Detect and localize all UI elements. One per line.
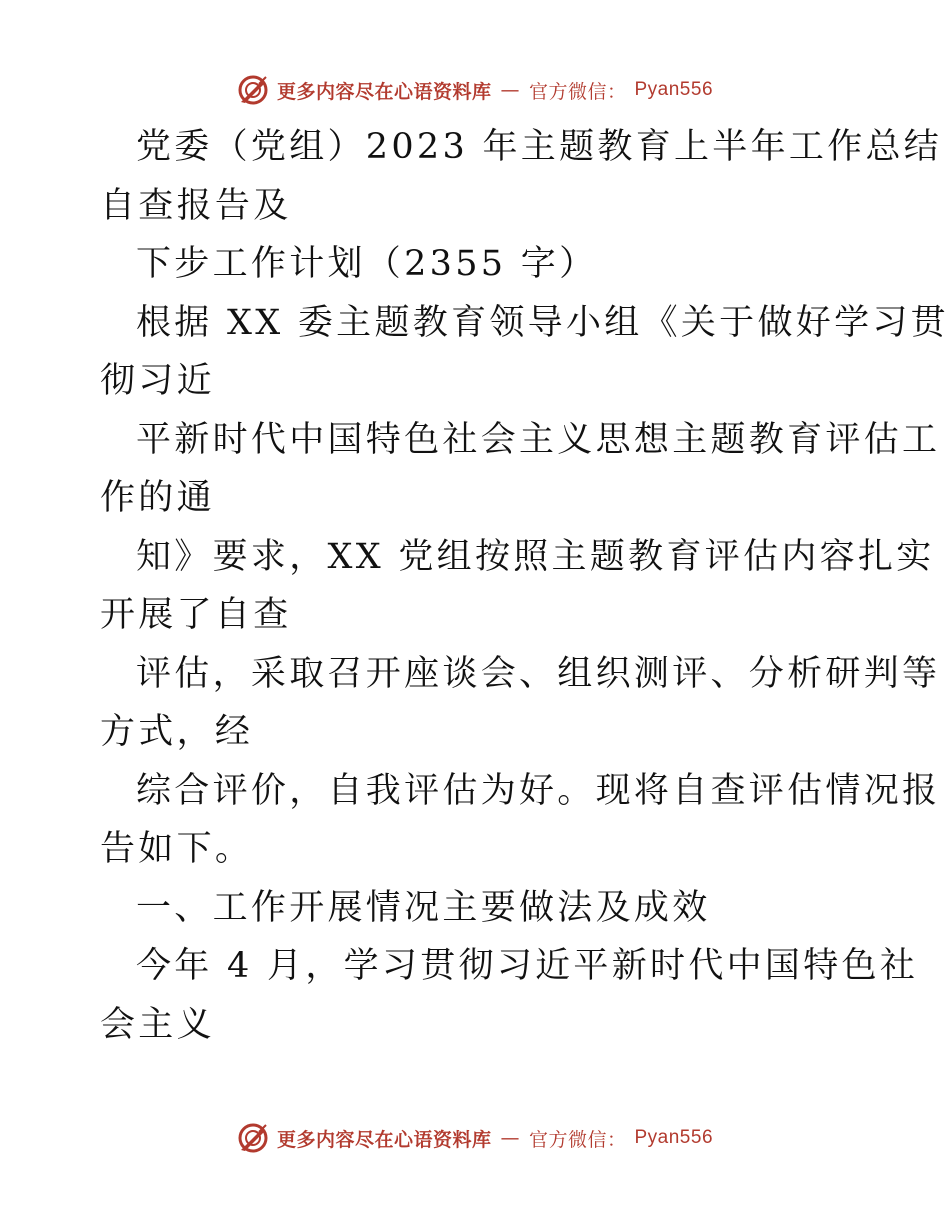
- doc-line: 作的通: [100, 478, 215, 518]
- doc-line: 今年 4 月，学习贯彻习近平新时代中国特色社: [136, 946, 919, 986]
- doc-line: 党委（党组）2023 年主题教育上半年工作总结: [136, 127, 943, 167]
- doc-line: 知》要求，XX 党组按照主题教育评估内容扎实: [136, 536, 935, 577]
- doc-line: 会主义: [100, 1004, 215, 1045]
- quill-pen-logo-icon: [237, 1122, 269, 1154]
- banner-account-label: 官方微信：: [528, 1128, 627, 1151]
- doc-line: 自查报告及: [100, 185, 292, 226]
- doc-line: 告如下。: [100, 829, 254, 869]
- doc-line: 平新时代中国特色社会主义思想主题教育评估工: [136, 419, 941, 460]
- banner-separator: —: [500, 1127, 520, 1149]
- doc-line: 综合评价，自我评估为好。现将自查评估情况报: [136, 770, 941, 811]
- document-body: [100, 118, 949, 1054]
- banner-brand: 更多内容尽在心语资料库: [276, 1128, 492, 1151]
- banner-account: Pyan556: [634, 79, 714, 100]
- doc-line: 方式，经: [100, 712, 254, 752]
- doc-line: 彻习近: [100, 361, 215, 401]
- quill-pen-logo-icon: [237, 74, 269, 106]
- banner-account: Pyan556: [634, 1127, 714, 1148]
- doc-line: 根据 XX 委主题教育领导小组《关于做好学习贯: [136, 302, 949, 343]
- banner-brand: 更多内容尽在心语资料库: [276, 80, 492, 103]
- doc-line: 开展了自查: [100, 595, 292, 635]
- doc-line: 一、工作开展情况主要做法及成效: [136, 887, 711, 928]
- banner-separator: —: [500, 79, 520, 101]
- header-banner: [0, 70, 950, 110]
- banner-account-label: 官方微信：: [528, 80, 627, 103]
- footer-banner: [0, 1118, 950, 1158]
- doc-line: 下步工作计划（2355 字）: [136, 244, 598, 284]
- doc-line: 评估，采取召开座谈会、组织测评、分析研判等: [136, 653, 941, 694]
